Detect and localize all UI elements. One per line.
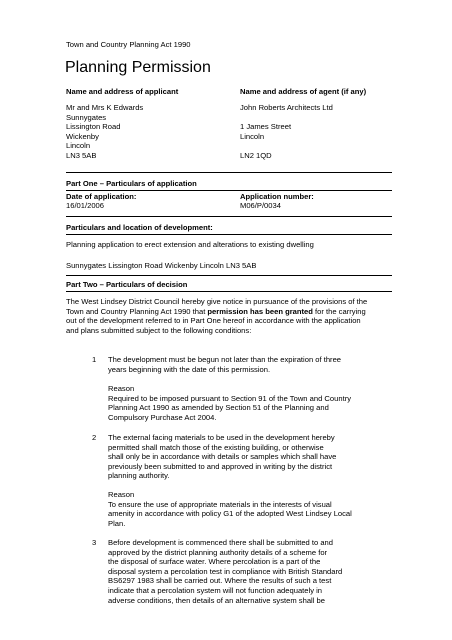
condition-text	[108, 355, 398, 374]
agent-line	[240, 141, 333, 151]
reason-line: Required to be imposed pursuant to Section 91 of the Town and Country	[108, 393, 352, 403]
condition-line: indicate that a percolation system will not function adequately in	[108, 585, 323, 595]
permission-granted-text: permission has been granted	[207, 306, 313, 316]
divider	[66, 216, 392, 217]
condition-number: 3	[92, 538, 97, 547]
condition-line: shall only be in accordance with details or samples which shall have	[108, 452, 337, 462]
agent-line: LN2 1QD	[240, 150, 272, 160]
condition-line: previously been submitted to and approved in writing by the district	[108, 461, 333, 471]
reason-line: To ensure the use of appropriate materials in the interests of visual	[108, 499, 332, 509]
development-description: Planning application to erect extension and alterations to existing dwelling	[66, 240, 314, 249]
reason-line: Compulsory Purchase Act 2004.	[108, 412, 217, 422]
applicant-line: Sunnygates	[66, 112, 107, 122]
divider	[66, 172, 392, 173]
applicant-line: Mr and Mrs K Edwards	[66, 103, 144, 112]
intro-text: for the carrying	[312, 306, 366, 316]
particulars-label: Particulars and location of development:	[66, 223, 213, 232]
reason-line: amenity in accordance with policy G1 of the adopted West Lindsey Local	[108, 509, 352, 519]
reason-line: Planning Act 1990 as amended by Section 51 of the Planning and	[108, 403, 329, 413]
agent-heading: Name and address of agent (if any)	[240, 87, 367, 96]
condition-line: The development must be begun not later than the expiration of three	[108, 355, 342, 364]
applicant-line: LN3 5AB	[66, 150, 97, 160]
applicant-line: Lincoln	[66, 141, 91, 151]
decision-intro	[66, 297, 394, 335]
condition-line: years beginning with the date of this permission.	[108, 364, 271, 374]
divider	[66, 291, 392, 292]
condition-reason	[108, 384, 398, 422]
condition-line: The external facing materials to be used in the development hereby	[108, 433, 335, 442]
intro-line	[66, 307, 394, 317]
condition-number: 2	[92, 433, 97, 442]
condition-line: permitted shall match those of the existing building, or otherwise	[108, 442, 324, 452]
applicant-address	[66, 103, 143, 161]
applicant-line: Wickenby	[66, 131, 99, 141]
application-number-label: Application number:	[240, 192, 314, 201]
date-value: 16/01/2006	[66, 201, 105, 210]
reason-label: Reason	[108, 384, 135, 393]
condition-line: adverse conditions, then details of an alternative system shall be	[108, 595, 325, 605]
condition-text	[108, 538, 398, 605]
reason-line: Plan.	[108, 518, 126, 528]
divider	[66, 275, 392, 276]
condition-line: BS6297 1983 shall be carried out. Where the results of such a test	[108, 576, 332, 586]
intro-line: The West Lindsey District Council hereby give notice in pursuance of the provisions of the	[66, 297, 368, 306]
condition-line: Before development is commenced there shall be submitted to and	[108, 538, 333, 547]
intro-line: out of the development referred to in Part One hereof in accordance with the application	[66, 316, 361, 326]
condition-line: planning authority.	[108, 471, 170, 481]
application-number-value: M06/P/0034	[240, 201, 281, 210]
development-location: Sunnygates Lissington Road Wickenby Lincoln LN3 5AB	[66, 261, 257, 270]
intro-line: and plans submitted subject to the following conditions:	[66, 325, 252, 335]
agent-line: Lincoln	[240, 131, 265, 141]
part-one-heading: Part One – Particulars of application	[66, 179, 197, 188]
page-title: Planning Permission	[65, 59, 211, 76]
agent-address	[240, 103, 333, 161]
condition-line: approved by the district planning authority details of a scheme for	[108, 547, 328, 557]
agent-line	[240, 113, 333, 123]
condition-line: disposal system a percolation test in compliance with British Standard	[108, 566, 343, 576]
part-two-heading: Part Two – Particulars of decision	[66, 280, 188, 289]
applicant-heading: Name and address of applicant	[66, 87, 179, 96]
condition-line: the disposal of surface water. Where percolation is a part of the	[108, 557, 321, 567]
act-reference: Town and Country Planning Act 1990	[66, 40, 191, 49]
divider	[66, 234, 392, 235]
agent-line: John Roberts Architects Ltd	[240, 103, 333, 112]
condition-reason	[108, 490, 398, 528]
intro-text: Town and Country Planning Act 1990 that	[66, 306, 208, 316]
date-label: Date of application:	[66, 192, 137, 201]
condition-text	[108, 433, 398, 481]
divider	[66, 190, 392, 191]
reason-label: Reason	[108, 490, 135, 499]
condition-number: 1	[92, 355, 97, 364]
agent-line: 1 James Street	[240, 122, 292, 132]
applicant-line: Lissington Road	[66, 122, 121, 132]
